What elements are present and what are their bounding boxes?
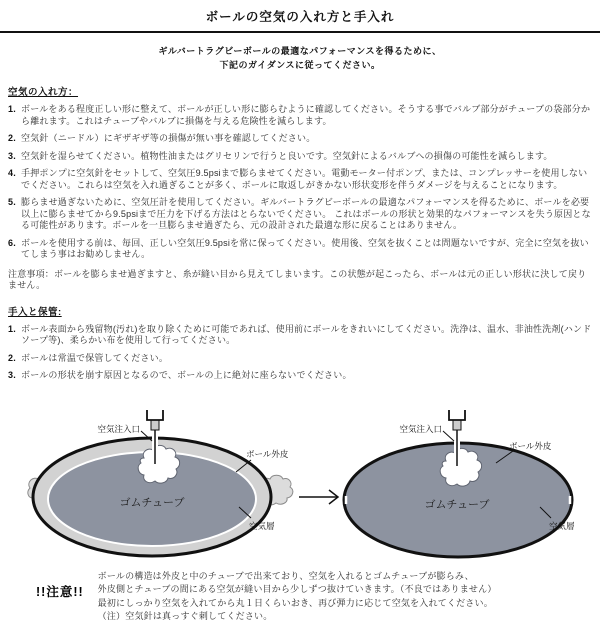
step-number: 1. <box>8 104 16 114</box>
warning-line-4: （注）空気針は真っすぐ刺してください。 <box>97 611 273 621</box>
page-title: ボールの空気の入れ方と手入れ <box>0 0 600 33</box>
inflation-step-1 <box>8 104 594 127</box>
warning-line-3: 最初にしっかり空気を入れてから丸１日くらいおき、再び弾力に応じて空気を入れてください。 <box>97 597 493 608</box>
step-text: ボールを使用する前は、毎回、正しい空気圧9.5psiを常に保ってください。使用後、空気を抜くことは問題ないですが、完全に空気を抜いてしまう事はお勧めしません。 <box>21 237 589 259</box>
air-inlet-label: 空気注入口 <box>97 423 140 434</box>
pump-adapter-icon <box>449 410 465 420</box>
right-ball-inflated <box>344 410 575 557</box>
step-text: ボールの形状を崩す原因となるので、ボールの上に絶対に座らないでください。 <box>21 370 352 380</box>
intro-line-1: ギルバートラグビーボールの最適なパフォーマンスを得るために、 <box>158 46 442 56</box>
needle-hub <box>151 420 159 430</box>
transition-arrow-icon <box>299 490 338 504</box>
ball-cross-section-svg <box>0 408 600 563</box>
step-text: 手押ポンプに空気針をセットして、空気圧9.5psiまで膨らませてください。電動モーター付ポンプ、または、コンプレッサーを使用しないでください。これらは空気を入れ過ぎることが多く、ボールに取返しがきかない形状変形を伴うダメージを与えることになります。 <box>21 168 588 190</box>
step-number: 5. <box>8 197 16 207</box>
step-number: 6. <box>8 237 16 248</box>
needle-hub <box>453 420 461 430</box>
outer-skin-label: ボール外皮 <box>509 440 552 451</box>
intro-line-2: 下記のガイダンスに従ってください。 <box>219 59 381 70</box>
step-number: 2. <box>8 133 16 143</box>
air-layer-label: 空気層 <box>249 520 275 531</box>
care-section-heading: 手入と保管: <box>8 306 62 318</box>
step-number: 4. <box>8 168 16 178</box>
pump-adapter-icon <box>147 410 163 420</box>
air-inlet-label: 空気注入口 <box>399 423 442 434</box>
step-text: ボール表面から残留物(汚れ)を取り除くために可能であれば、使用前にボールをきれいにしてください。洗浄は、温水、非油性洗剤(ハンドソープ等)、柔らかい布を使用して行ってください。 <box>21 323 592 345</box>
step-number: 3. <box>8 370 16 380</box>
leader-line <box>443 431 454 441</box>
step-text: 空気針を湿らせてください。植物性油またはグリセリンで行うと良いです。空気針によるバルブへの損傷の可能性を減らします。 <box>21 150 553 161</box>
care-step-1 <box>8 324 594 347</box>
outer-skin-label: ボール外皮 <box>246 448 289 459</box>
warning-line-2: 外皮側とチューブの間にある空気が縫い目から少しずつ抜けていきます。（不良ではありません） <box>97 584 497 594</box>
care-step-2 <box>8 353 594 365</box>
warning-label: !!注意!! <box>36 584 84 599</box>
inflation-step-2 <box>8 133 594 145</box>
step-number: 1. <box>8 323 16 334</box>
warning-line-1: ボールの構造は外皮と中のチューブで出来ており、空気を入れるとゴムチューブが膨らみ、 <box>97 570 474 581</box>
rubber-tube-label: ゴムチューブ <box>424 498 490 511</box>
valve-pocket <box>440 448 481 486</box>
inflation-steps-list <box>8 104 594 261</box>
step-number: 3. <box>8 150 16 161</box>
care-step-3 <box>8 370 594 382</box>
inflation-step-3 <box>8 151 594 163</box>
air-layer-label: 空気層 <box>549 520 575 531</box>
step-number: 2. <box>8 352 16 363</box>
inflation-step-4 <box>8 168 594 191</box>
step-text: 膨らませ過ぎないために、空気圧計を使用してください。ギルバートラグビーボールの最適なパフォーマンスを得るために、ボールを必要以上に膨らませてから9.5psiまで圧力を下げる方法はとらないでください。 これはボールの形状と効果的なパフォーマンスを失う原因となる可能性があります。ボールを一旦膨らませ過ぎたら、元の設計された最適な形に戻ることはありません。 <box>21 197 591 230</box>
step-text: ボールは常温で保管してください。 <box>21 352 169 363</box>
inflation-section-heading: 空気の入れ方： <box>8 87 79 98</box>
valve-pocket <box>138 445 179 483</box>
step-text: 空気針（ニードル）にギザギザ等の損傷が無い事を確認してください。 <box>21 133 316 143</box>
bottom-warning-block <box>36 570 600 624</box>
rubber-tube-label: ゴムチューブ <box>119 496 185 509</box>
inflation-step-5 <box>8 197 594 232</box>
ball-structure-diagram <box>0 408 600 568</box>
care-steps-list <box>8 324 594 382</box>
left-ball-deflating <box>28 410 293 556</box>
intro-text <box>0 45 600 72</box>
step-text: ボールをある程度正しい形に整えて、ボールが正しい形に膨らむように確認してください。そうする事でバルブ部分がチューブの袋部分から離れます。これはチューブやバルブに損傷を与える危険性を減らします。 <box>21 104 591 126</box>
warning-text <box>98 570 497 624</box>
inflation-step-6 <box>8 238 594 261</box>
inflation-caution-note: 注意事項：ボールを膨らませ過ぎますと、糸が縫い目から見えてしまいます。この状態が起こったら、ボールは元の正しい形状に決して戻りません。 <box>8 268 587 290</box>
